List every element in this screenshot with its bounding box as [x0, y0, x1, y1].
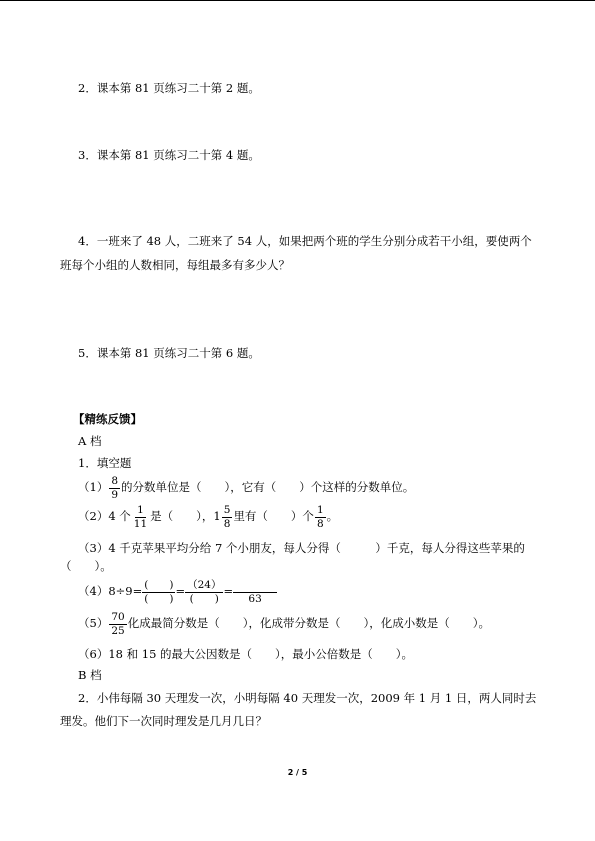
fill-in-1-text: 的分数单位是（ ），它有（ ）个这样的分数单位。: [121, 480, 415, 494]
question-b2-line-2: 理发。他们下一次同时理发是几月几日？: [60, 714, 267, 728]
fill-in-2: [78, 503, 338, 529]
fraction-70-25: [109, 612, 126, 636]
fill-in-1: [78, 474, 414, 500]
fraction-denominator: 8: [223, 517, 231, 530]
fraction-1-8: [315, 505, 326, 529]
question-4-line-1: 4．一班来了 48 人，二班来了 54 人，如果把两个班的学生分别分成若干小组，要使两个: [78, 234, 532, 248]
fraction-denominator: 9: [111, 488, 119, 501]
fill-in-4: [78, 578, 277, 604]
fill-in-3-line-1: （3）4 千克苹果平均分给 7 个小朋友，每人分得（ ）千克，每人分得这些苹果的: [78, 541, 525, 555]
level-a-label: A 档: [78, 434, 102, 448]
fraction-numerator: 1: [137, 504, 144, 516]
fraction-denominator: 25: [111, 624, 125, 637]
feedback-heading: 【精练反馈】: [73, 412, 142, 426]
fraction-numerator: 70: [111, 611, 125, 623]
fill-in-2-end: 。: [326, 509, 339, 523]
fill-in-1-prefix: （1）: [78, 480, 109, 494]
question-5: 5．课本第 81 页练习二十第 6 题。: [78, 346, 260, 360]
question-b2-line-1: 2．小伟每隔 30 天理发一次，小明每隔 40 天理发一次，2009 年 1 月 1 日，两人同时去: [78, 691, 537, 705]
fraction-numerator: 1: [316, 504, 324, 516]
fill-in-4-prefix: （4）8÷9=: [78, 584, 143, 598]
fraction-numerator-blank: [233, 580, 277, 593]
fill-in-2-mid2: 里有（ ）个: [233, 509, 314, 523]
fill-in-2-mid1: 是（ ），1: [150, 509, 221, 523]
fill-in-5-text: 化成最简分数是（ ），化成带分数是（ ），化成小数是（ ）。: [127, 616, 490, 630]
blank-fraction-2: [185, 580, 223, 604]
page-number: 2 / 5: [287, 768, 308, 777]
fraction-denominator: ( ): [144, 592, 174, 605]
fill-in-6: （6）18 和 15 的最大公因数是（ ），最小公倍数是（ ）。: [78, 647, 414, 661]
equals-sign: =: [223, 584, 234, 598]
fraction-1-11: [132, 505, 149, 529]
fill-in-3-line-2: （ ）。: [60, 559, 112, 573]
fraction-numerator: （24）: [187, 579, 222, 591]
fraction-numerator: 5: [223, 504, 231, 516]
question-4-line-2: 班每个小组的人数相同，每组最多有多少人？: [60, 258, 290, 272]
fraction-denominator: 63: [248, 592, 262, 605]
header-rule: [0, 0, 595, 1]
fraction-denominator: 8: [316, 517, 324, 530]
fraction-denominator: ( ): [189, 592, 219, 605]
fill-in-5: [78, 610, 490, 636]
mixed-fraction-5-8: [222, 505, 233, 529]
fill-in-2-prefix: （2）4 个: [78, 509, 131, 523]
fraction-8-9: [109, 476, 120, 500]
fraction-numerator: ( ): [144, 579, 174, 591]
question-2: 2．课本第 81 页练习二十第 2 题。: [78, 81, 260, 95]
level-b-label: B 档: [78, 668, 102, 682]
blank-fraction-3: [233, 580, 277, 604]
fill-in-5-prefix: （5）: [78, 616, 109, 630]
blank-fraction-1: [142, 580, 175, 604]
question-3: 3．课本第 81 页练习二十第 4 题。: [78, 148, 260, 162]
fraction-denominator: 11: [133, 517, 148, 530]
fill-in-heading: 1．填空题: [78, 456, 132, 470]
fraction-numerator: 8: [111, 475, 119, 487]
equals-sign: =: [175, 584, 186, 598]
